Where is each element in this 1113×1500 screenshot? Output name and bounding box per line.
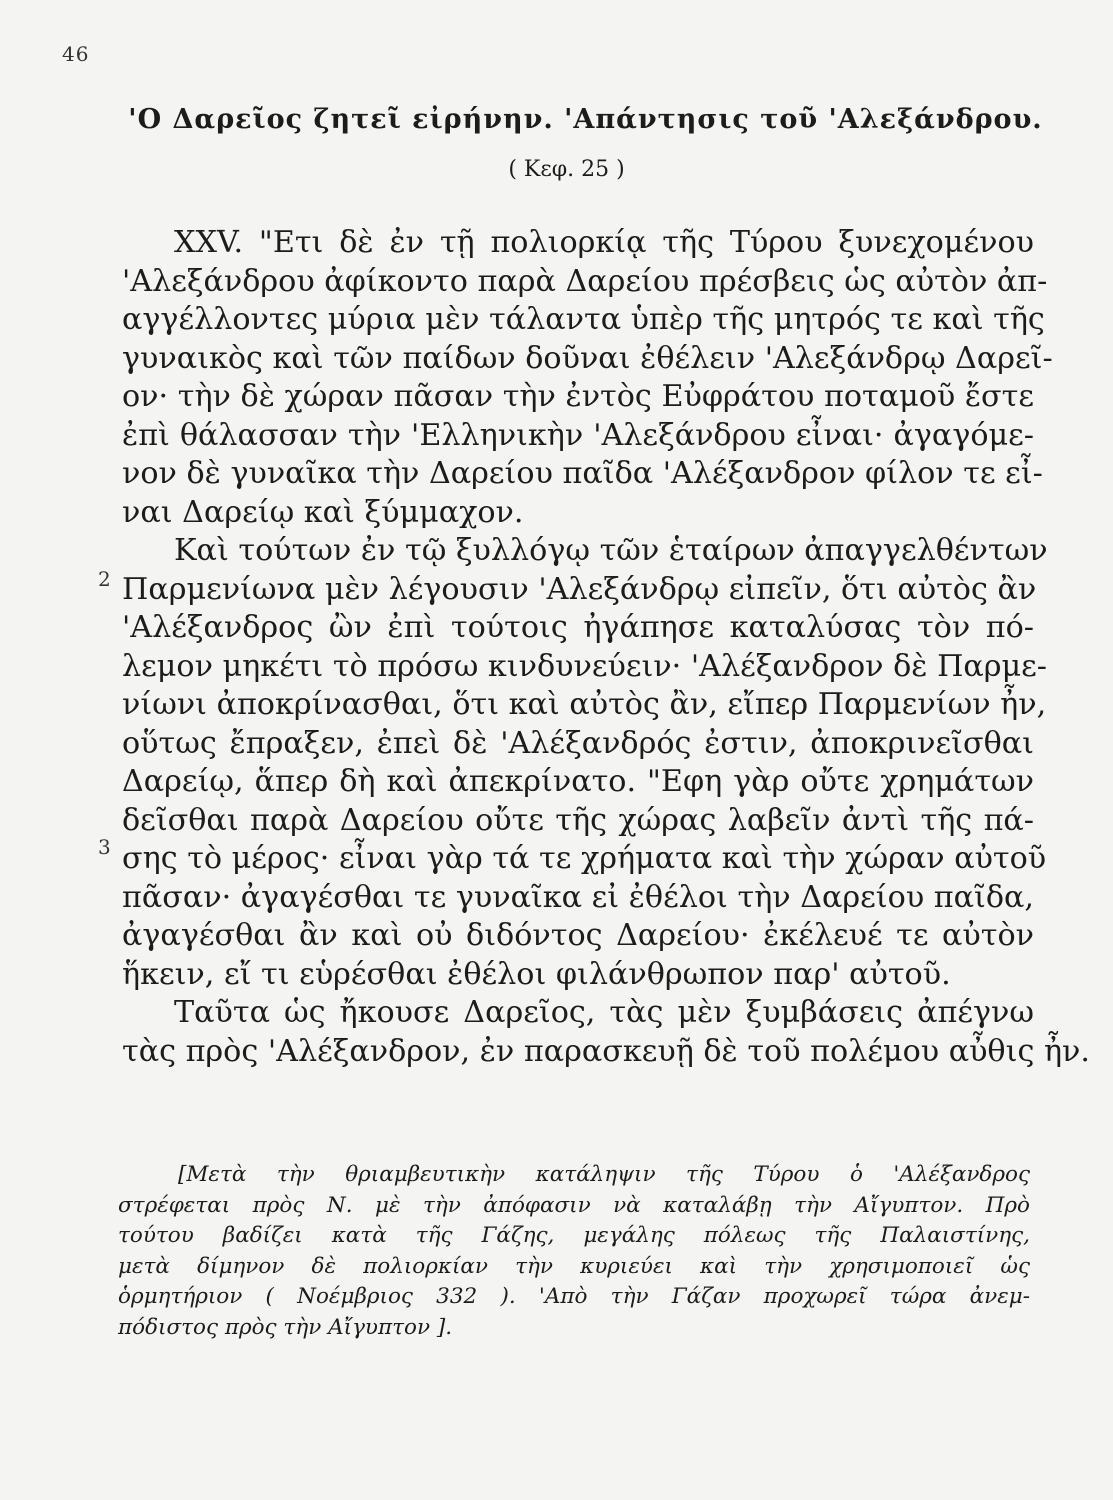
text-line: νον δὲ γυναῖκα τὴν Δαρείου παῖδα 'Αλέξανδρον φίλον τε εἶ- [122, 456, 1043, 491]
text-line: σης τὸ μέρος· εἶναι γὰρ τά τε χρήματα καὶ τὴν χώραν αὐτοῦ [122, 841, 1047, 876]
text-line: τὰς πρὸς 'Αλέξανδρον, ἐν παρασκευῇ δὲ τοῦ πολέμου αὖθις ἦν. [122, 1033, 1090, 1069]
note-line: τούτου βαδίζει κατὰ τῆς Γάζης, μεγάλης πόλεως τῆς Παλαιστίνης, [118, 1223, 1030, 1248]
note-line: στρέφεται πρὸς Ν. μὲ τὴν ἀπόφασιν νὰ καταλάβῃ τὴν Αἴγυπτον. Πρὸ [118, 1192, 1030, 1218]
chapter-title: 'Ο Δαρεῖος ζητεῖ εἰρήνην. 'Απάντησις τοῦ 'Αλεξάνδρου. [128, 104, 1043, 135]
page-number: 46 [62, 42, 90, 66]
text-line: ναι Δαρείῳ καὶ ξύμμαχον. [122, 494, 524, 530]
text-line: ἀγαγέσθαι ἂν καὶ οὐ διδόντος Δαρείου· ἐκέλευέ τε αὐτὸν [122, 918, 1034, 953]
text-line: ἐπὶ θάλασσαν τὴν 'Ελληνικὴν 'Αλεξάνδρου εἶναι· ἀγαγόμε- [122, 417, 1034, 453]
text-line: γυναικὸς καὶ τῶν παίδων δοῦναι ἐθέλειν 'Αλεξάνδρῳ Δαρεῖ- [122, 340, 1053, 376]
text-line: 'Αλέξανδρος ὢν ἐπὶ τούτοις ἠγάπησε καταλύσας τὸν πό- [122, 610, 1034, 645]
text-line: Δαρείῳ, ἅπερ δὴ καὶ ἀπεκρίνατο. "Εφη γὰρ οὔτε χρημάτων [122, 764, 1034, 799]
text-line: 'Αλεξάνδρου ἀφίκοντο παρὰ Δαρείου πρέσβεις ὡς αὐτὸν ἀπ- [122, 263, 1048, 299]
margin-number-3: 3 [98, 835, 111, 859]
note-line: ὁρμητήριον ( Νοέμβριος 332 ). 'Απὸ τὴν Γάζαν προχωρεῖ τώρα ἀνεμ- [118, 1284, 1030, 1309]
note-line: [Μετὰ τὴν θριαμβευτικὴν κατάληψιν τῆς Τύρου ὁ 'Αλέξανδρος [178, 1162, 1030, 1187]
text-line: Παρμενίωνα μὲν λέγουσιν 'Αλεξάνδρῳ εἰπεῖν, ὅτι αὐτὸς ἂν [122, 571, 1037, 607]
margin-number-2: 2 [98, 567, 111, 591]
editorial-note [118, 1160, 1030, 1343]
text-line: Καὶ τούτων ἐν τῷ ξυλλόγῳ τῶν ἑταίρων ἀπαγγελθέντων [174, 533, 1048, 568]
text-line: οὕτως ἔπραξεν, ἐπεὶ δὲ 'Αλέξανδρός ἐστιν, ἀποκρινεῖσθαι [122, 725, 1034, 761]
text-line: Ταῦτα ὡς ἤκουσε Δαρεῖος, τὰς μὲν ξυμβάσεις ἀπέγνω [174, 995, 1034, 1030]
note-line: πόδιστος πρὸς τὴν Αἴγυπτον ]. [118, 1314, 453, 1340]
main-text [122, 224, 1090, 1071]
text-line: αγγέλλοντες μύρια μὲν τάλαντα ὑπὲρ τῆς μητρός τε καὶ τῆς [122, 302, 1045, 337]
text-line: δεῖσθαι παρὰ Δαρείου οὔτε τῆς χώρας λαβεῖν ἀντὶ τῆς πά- [122, 802, 1034, 838]
chapter-subtitle: ( Κεφ. 25 ) [508, 157, 625, 182]
note-line: μετὰ δίμηνον δὲ πολιορκίαν τὴν κυριεύει καὶ τὴν χρησιμοποιεῖ ὡς [118, 1253, 1030, 1279]
chapter-heading [0, 104, 1113, 182]
text-line: XXV. "Ετι δὲ ἐν τῇ πολιορκίᾳ τῆς Τύρου ξυνεχομένου [174, 225, 1034, 260]
text-line: ον· τὴν δὲ χώραν πᾶσαν τὴν ἐντὸς Εὐφράτου ποταμοῦ ἔστε [122, 379, 1034, 414]
text-line: νίωνι ἀποκρίνασθαι, ὅτι καὶ αὐτὸς ἂν, εἴπερ Παρμενίων ἦν, [122, 687, 1047, 722]
text-line: λεμον μηκέτι τὸ πρόσω κινδυνεύειν· 'Αλέξανδρον δὲ Παρμε- [122, 648, 1048, 684]
text-line: πᾶσαν· ἀγαγέσθαι τε γυναῖκα εἰ ἐθέλοι τὴν Δαρείου παῖδα, [122, 879, 1034, 915]
text-line: ἥκειν, εἴ τι εὑρέσθαι ἐθέλοι φιλάνθρωπον παρ' αὐτοῦ. [122, 956, 951, 992]
